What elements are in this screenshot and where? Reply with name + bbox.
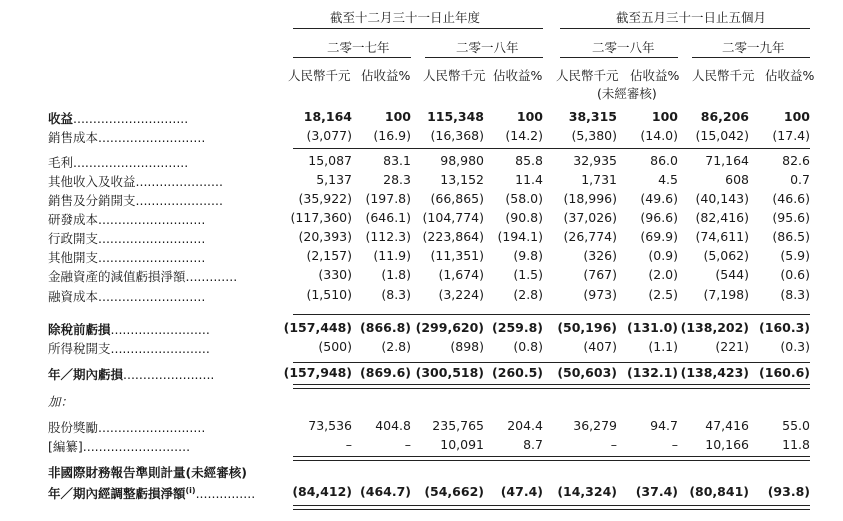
cell-value: –: [404, 437, 411, 452]
cell-value: (767): [583, 267, 617, 282]
cell-value: (260.5): [492, 365, 543, 380]
row-label: [48, 320, 210, 338]
cell-value: (160.3): [759, 320, 810, 335]
cell-value: (973): [583, 287, 617, 302]
header-group-five-months: 截至五月三十一日止五個月: [616, 10, 767, 25]
leader-dots: ...............: [195, 486, 256, 501]
cell-value: 85.8: [515, 153, 543, 168]
add-label: 加：: [48, 394, 74, 409]
row-label: [48, 210, 205, 228]
cell-value: (69.9): [640, 229, 678, 244]
cell-value: (2.5): [648, 287, 678, 302]
year-rule-2019-period: [692, 57, 810, 58]
cell-value: (194.1): [497, 229, 543, 244]
cell-value: (104,774): [422, 210, 484, 225]
cell-value: (5,062): [703, 248, 749, 263]
cell-value: (15,042): [695, 128, 749, 143]
year-header-2017: 二零一七年: [327, 40, 390, 55]
leader-dots: .............................: [73, 111, 189, 126]
row-label: [48, 365, 214, 383]
cell-value: 18,164: [303, 109, 352, 124]
cell-value: 4.5: [658, 172, 678, 187]
row-label-text: 除稅前虧損: [48, 322, 111, 337]
row-label: [48, 128, 205, 146]
unit-pct-4: 佔收益%: [765, 68, 815, 83]
cell-value: (5,380): [571, 128, 617, 143]
cell-value: 86,206: [700, 109, 749, 124]
cell-value: (14,324): [557, 484, 617, 499]
unaudited-note: (未經審核): [597, 86, 657, 101]
cell-value: (5.9): [780, 248, 810, 263]
row-label: [48, 484, 255, 502]
unit-rmb-2: 人民幣千元: [423, 68, 486, 83]
cell-value: (74,611): [695, 229, 749, 244]
row-label-text: 研發成本: [48, 212, 99, 227]
row-label-text: 融資成本: [48, 289, 99, 304]
header-rule-full-year: [293, 28, 543, 29]
row-label-text: 銷售及分銷開支: [48, 193, 136, 208]
cell-value: 0.7: [790, 172, 810, 187]
double-rule-loss: [293, 384, 810, 389]
row-label: [48, 437, 190, 455]
cell-value: (0.9): [648, 248, 678, 263]
cell-value: (869.6): [360, 365, 411, 380]
leader-dots: .............................: [73, 155, 189, 170]
cell-value: (2.8): [513, 287, 543, 302]
cell-value: 404.8: [375, 418, 411, 433]
cell-value: (96.6): [640, 210, 678, 225]
cell-value: (3,077): [306, 128, 352, 143]
row-label-text: 收益: [48, 111, 74, 126]
cell-value: 11.8: [782, 437, 810, 452]
cell-value: (16,368): [430, 128, 484, 143]
cell-value: (95.6): [772, 210, 810, 225]
cell-value: (47.4): [500, 484, 543, 499]
cell-value: (20,393): [298, 229, 352, 244]
cell-value: (866.8): [360, 320, 411, 335]
cell-value: (3,224): [438, 287, 484, 302]
leader-dots: ...........................: [82, 439, 191, 454]
cell-value: (90.8): [505, 210, 543, 225]
row-label-text: [編纂]: [48, 439, 83, 454]
cell-value: (35,922): [298, 191, 352, 206]
leader-dots: ...........................: [98, 420, 206, 435]
cell-value: (49.6): [640, 191, 678, 206]
cell-value: (17.4): [772, 128, 810, 143]
row-label: [48, 229, 205, 247]
header-rule-five-months: [560, 28, 810, 29]
cell-value: (2.8): [381, 339, 411, 354]
cell-value: (138,423): [680, 365, 749, 380]
cell-value: 204.4: [507, 418, 543, 433]
cell-value: 8.7: [523, 437, 543, 452]
cell-value: (132.1): [627, 365, 678, 380]
cell-value: (84,412): [292, 484, 352, 499]
row-label: [48, 248, 205, 266]
cell-value: 73,536: [308, 418, 352, 433]
cell-value: (0.8): [513, 339, 543, 354]
cell-value: –: [610, 437, 617, 452]
cell-value: (1.5): [513, 267, 543, 282]
cell-value: 235,765: [432, 418, 484, 433]
leader-dots: ......................: [135, 193, 223, 208]
cell-value: (131.0): [627, 320, 678, 335]
unit-pct-1: 佔收益%: [361, 68, 411, 83]
cell-value: 82.6: [782, 153, 810, 168]
cell-value: (221): [715, 339, 749, 354]
cell-value: (54,662): [424, 484, 484, 499]
cell-value: (0.6): [780, 267, 810, 282]
leader-dots: ...........................: [98, 212, 206, 227]
leader-dots: ......................: [135, 174, 223, 189]
row-label-text: 毛利: [48, 155, 74, 170]
subtotal-rule-tax: [293, 362, 810, 363]
row-label: [48, 191, 223, 209]
leader-dots: ...........................: [98, 231, 206, 246]
row-label-text: 其他收入及收益: [48, 174, 136, 189]
subtotal-rule-finance: [293, 314, 810, 315]
row-label: [48, 172, 223, 190]
double-rule-adjusted: [293, 505, 810, 510]
leader-dots: .............: [185, 269, 238, 284]
leader-dots: ...........................: [98, 250, 206, 265]
cell-value: (18,996): [563, 191, 617, 206]
unit-pct-3: 佔收益%: [630, 68, 680, 83]
cell-value: 83.1: [383, 153, 411, 168]
cell-value: 86.0: [650, 153, 678, 168]
unit-rmb-4: 人民幣千元: [692, 68, 755, 83]
cell-value: 608: [725, 172, 749, 187]
cell-value: (1.1): [648, 339, 678, 354]
row-label: [48, 109, 188, 127]
leader-dots: ...........................: [98, 289, 206, 304]
leader-dots: .......................: [123, 367, 215, 382]
cell-value: (2,157): [306, 248, 352, 263]
cell-value: (40,143): [695, 191, 749, 206]
cell-value: (259.8): [492, 320, 543, 335]
cell-value: (299,620): [415, 320, 484, 335]
row-label: [48, 339, 210, 357]
cell-value: (46.6): [772, 191, 810, 206]
cell-value: (157,448): [283, 320, 352, 335]
cell-value: 5,137: [316, 172, 352, 187]
row-label-text: 年／期內經調整虧損淨額: [48, 486, 186, 501]
cell-value: (16.9): [373, 128, 411, 143]
footnote-marker: (i): [185, 485, 196, 495]
cell-value: 100: [651, 109, 678, 124]
cell-value: 100: [783, 109, 810, 124]
cell-value: (86.5): [772, 229, 810, 244]
cell-value: (464.7): [360, 484, 411, 499]
cell-value: (646.1): [365, 210, 411, 225]
cell-value: 10,091: [440, 437, 484, 452]
cell-value: (117,360): [290, 210, 352, 225]
non-ifrs-label: 非國際財務報告準則計量(未經審核): [48, 465, 247, 480]
cell-value: (11,351): [430, 248, 484, 263]
cell-value: 47,416: [705, 418, 749, 433]
leader-dots: .........................: [110, 341, 210, 356]
cell-value: (9.8): [513, 248, 543, 263]
cell-value: 55.0: [782, 418, 810, 433]
cell-value: –: [345, 437, 352, 452]
cell-value: (14.0): [640, 128, 678, 143]
row-label: [48, 287, 205, 305]
row-label-text: 行政開支: [48, 231, 99, 246]
unit-pct-2: 佔收益%: [493, 68, 543, 83]
row-label-text: 金融資產的減值虧損淨額: [48, 269, 186, 284]
cell-value: 115,348: [427, 109, 484, 124]
cell-value: 10,166: [705, 437, 749, 452]
cell-value: (8.3): [381, 287, 411, 302]
row-label-text: 年／期內虧損: [48, 367, 124, 382]
cell-value: (1,510): [306, 287, 352, 302]
cell-value: 1,731: [581, 172, 617, 187]
year-rule-2017: [293, 57, 411, 58]
year-rule-2018: [425, 57, 543, 58]
cell-value: (26,774): [563, 229, 617, 244]
cell-value: (82,416): [695, 210, 749, 225]
year-header-2018-period: 二零一八年: [592, 40, 655, 55]
cell-value: 28.3: [383, 172, 411, 187]
cell-value: (223,864): [422, 229, 484, 244]
cell-value: (11.9): [373, 248, 411, 263]
cell-value: 13,152: [440, 172, 484, 187]
cell-value: –: [671, 437, 678, 452]
unit-rmb-1: 人民幣千元: [288, 68, 351, 83]
cell-value: (160.6): [759, 365, 810, 380]
cell-value: (37.4): [635, 484, 678, 499]
cell-value: (7,198): [703, 287, 749, 302]
row-label: [48, 267, 237, 285]
row-label: [48, 153, 188, 171]
cell-value: 38,315: [568, 109, 617, 124]
cell-value: 36,279: [573, 418, 617, 433]
row-label-text: 股份獎勵: [48, 420, 99, 435]
cell-value: (138,202): [680, 320, 749, 335]
cell-value: (50,603): [557, 365, 617, 380]
row-label: [48, 418, 205, 436]
cell-value: (2.0): [648, 267, 678, 282]
cell-value: 100: [384, 109, 411, 124]
row-label-text: 其他開支: [48, 250, 99, 265]
cell-value: 98,980: [440, 153, 484, 168]
leader-dots: .........................: [110, 322, 210, 337]
cell-value: (37,026): [563, 210, 617, 225]
cell-value: 11.4: [515, 172, 543, 187]
double-rule-adjustments: [293, 456, 810, 461]
year-rule-2018-period: [560, 57, 678, 58]
cell-value: (14.2): [505, 128, 543, 143]
cell-value: (80,841): [689, 484, 749, 499]
cell-value: (8.3): [780, 287, 810, 302]
row-label-text: 銷售成本: [48, 130, 99, 145]
year-header-2018: 二零一八年: [456, 40, 519, 55]
subtotal-rule-cost: [293, 148, 810, 149]
unit-rmb-3: 人民幣千元: [556, 68, 619, 83]
cell-value: (300,518): [415, 365, 484, 380]
cell-value: (157,948): [283, 365, 352, 380]
header-group-full-year: 截至十二月三十一日止年度: [330, 10, 481, 25]
cell-value: (66,865): [430, 191, 484, 206]
cell-value: (1.8): [381, 267, 411, 282]
cell-value: (58.0): [505, 191, 543, 206]
cell-value: (197.8): [365, 191, 411, 206]
cell-value: (500): [318, 339, 352, 354]
cell-value: (544): [715, 267, 749, 282]
cell-value: (50,196): [557, 320, 617, 335]
cell-value: (326): [583, 248, 617, 263]
row-label-text: 所得稅開支: [48, 341, 111, 356]
cell-value: 100: [516, 109, 543, 124]
cell-value: (330): [318, 267, 352, 282]
cell-value: (898): [450, 339, 484, 354]
cell-value: (93.8): [767, 484, 810, 499]
cell-value: 71,164: [705, 153, 749, 168]
cell-value: (407): [583, 339, 617, 354]
leader-dots: ...........................: [98, 130, 206, 145]
cell-value: 15,087: [308, 153, 352, 168]
cell-value: (112.3): [365, 229, 411, 244]
cell-value: (0.3): [780, 339, 810, 354]
year-header-2019-period: 二零一九年: [722, 40, 785, 55]
cell-value: 94.7: [650, 418, 678, 433]
cell-value: (1,674): [438, 267, 484, 282]
cell-value: 32,935: [573, 153, 617, 168]
